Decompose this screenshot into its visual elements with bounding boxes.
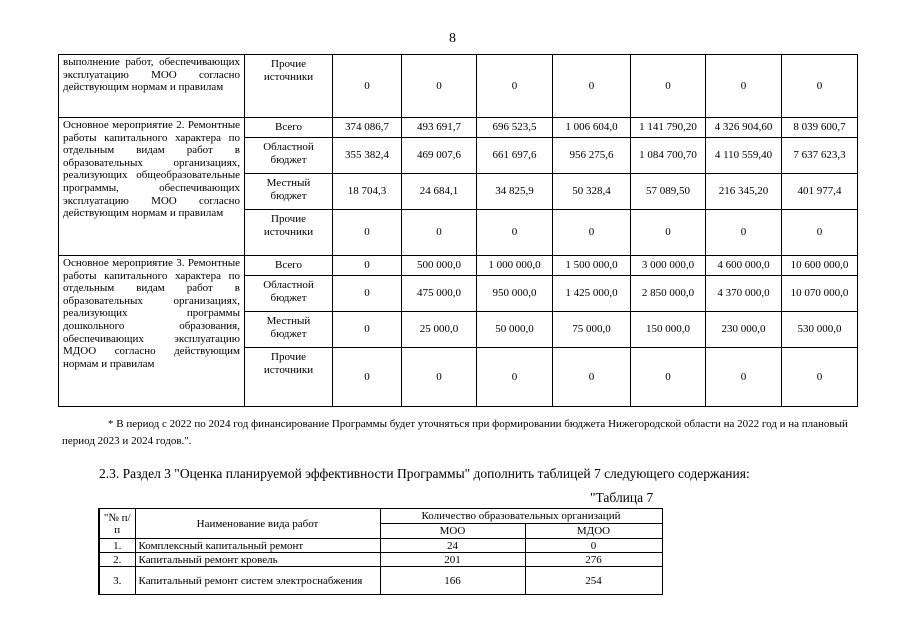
footnote: * В период с 2022 по 2024 год финансирование Программы будет уточняться при формировании бюджета Нижегородской области на 2022 год и на плановый период 2023 и 2024 годов.". [62, 418, 848, 447]
value-cell: 0 [477, 348, 553, 407]
value-cell: 10 070 000,0 [782, 276, 858, 312]
value-cell: 2 850 000,0 [631, 276, 706, 312]
funding-source-cell: Прочие источники [245, 210, 333, 256]
header-work-type: Наименование вида работ [135, 509, 380, 539]
value-cell: 0 [333, 312, 402, 348]
value-cell: 0 [553, 210, 631, 256]
value-cell: 25 000,0 [402, 312, 477, 348]
value-cell: 0 [706, 348, 782, 407]
value-cell: 1 141 790,20 [631, 118, 706, 138]
value-cell: 661 697,6 [477, 138, 553, 174]
row-mdoo-count: 276 [525, 553, 662, 567]
value-cell: 7 637 623,3 [782, 138, 858, 174]
value-cell: 50 000,0 [477, 312, 553, 348]
funding-source-cell: Областной бюджет [245, 276, 333, 312]
row-moo-count: 201 [380, 553, 525, 567]
value-cell: 401 977,4 [782, 174, 858, 210]
value-cell: 0 [553, 348, 631, 407]
value-cell: 0 [631, 348, 706, 407]
section-paragraph: 2.3. Раздел 3 "Оценка планируемой эффективности Программы" дополнить таблицей 7 следующего содержания: [99, 466, 750, 481]
header-org-count: Количество образовательных организаций [380, 509, 662, 524]
value-cell: 4 326 904,60 [706, 118, 782, 138]
row-work-type: Комплексный капитальный ремонт [135, 539, 380, 553]
value-cell: 0 [333, 55, 402, 118]
value-cell: 0 [782, 210, 858, 256]
value-cell: 4 600 000,0 [706, 256, 782, 276]
row-moo-count: 166 [380, 567, 525, 595]
value-cell: 0 [553, 55, 631, 118]
value-cell: 0 [706, 210, 782, 256]
value-cell: 1 000 000,0 [477, 256, 553, 276]
value-cell: 0 [402, 348, 477, 407]
table-row [99, 539, 662, 553]
value-cell: 530 000,0 [782, 312, 858, 348]
value-cell: 0 [477, 55, 553, 118]
value-cell: 34 825,9 [477, 174, 553, 210]
value-cell: 0 [333, 210, 402, 256]
value-cell: 216 345,20 [706, 174, 782, 210]
value-cell: 3 000 000,0 [631, 256, 706, 276]
value-cell: 0 [782, 348, 858, 407]
table-row [99, 567, 662, 595]
row-moo-count: 24 [380, 539, 525, 553]
table-row [99, 553, 662, 567]
funding-source-cell: Прочие источники [245, 55, 333, 118]
value-cell: 0 [477, 210, 553, 256]
funding-source-cell: Всего [245, 118, 333, 138]
activity-3-description: Основное мероприятие 3. Ремонтные работы капитального характера по отдельным видам работ в образовательных организациях, реализующих программы дошкольного образования, обеспечивающих эксплуатацию МДОО согласно действующим нормам и правилам [59, 256, 245, 407]
table-header-row [99, 509, 662, 524]
row-mdoo-count: 0 [525, 539, 662, 553]
value-cell: 1 500 000,0 [553, 256, 631, 276]
activity-1-description-continued: выполнение работ, обеспечивающих эксплуатацию МОО согласно действующим нормам и правилам [59, 55, 245, 118]
value-cell: 696 523,5 [477, 118, 553, 138]
value-cell: 75 000,0 [553, 312, 631, 348]
value-cell: 150 000,0 [631, 312, 706, 348]
activity-2-description: Основное мероприятие 2. Ремонтные работы капитального характера по отдельным видам работ в образовательных организациях, реализующих общеобразовательные программы, обеспечивающих эксплуатацию МОО согласно действующим нормам и правилам [59, 118, 245, 256]
value-cell: 956 275,6 [553, 138, 631, 174]
funding-source-cell: Прочие источники [245, 348, 333, 407]
value-cell: 0 [782, 55, 858, 118]
value-cell: 500 000,0 [402, 256, 477, 276]
row-number: 3. [99, 567, 135, 595]
value-cell: 0 [706, 55, 782, 118]
table-row [59, 118, 858, 138]
value-cell: 0 [631, 55, 706, 118]
value-cell: 355 382,4 [333, 138, 402, 174]
value-cell: 4 370 000,0 [706, 276, 782, 312]
row-work-type: Капитальный ремонт систем электроснабжения [135, 567, 380, 595]
funding-source-cell: Областной бюджет [245, 138, 333, 174]
funding-source-cell: Местный бюджет [245, 312, 333, 348]
financing-table [58, 54, 858, 407]
value-cell: 0 [402, 55, 477, 118]
value-cell: 18 704,3 [333, 174, 402, 210]
header-moo: МОО [380, 524, 525, 539]
row-number: 1. [99, 539, 135, 553]
table-row [59, 256, 858, 276]
funding-source-cell: Всего [245, 256, 333, 276]
value-cell: 475 000,0 [402, 276, 477, 312]
value-cell: 50 328,4 [553, 174, 631, 210]
value-cell: 1 425 000,0 [553, 276, 631, 312]
value-cell: 57 089,50 [631, 174, 706, 210]
value-cell: 10 600 000,0 [782, 256, 858, 276]
header-number: "№ п/п [99, 509, 135, 539]
value-cell: 374 086,7 [333, 118, 402, 138]
row-work-type: Капитальный ремонт кровель [135, 553, 380, 567]
value-cell: 230 000,0 [706, 312, 782, 348]
value-cell: 0 [333, 276, 402, 312]
row-mdoo-count: 254 [525, 567, 662, 595]
value-cell: 24 684,1 [402, 174, 477, 210]
value-cell: 0 [402, 210, 477, 256]
value-cell: 1 006 604,0 [553, 118, 631, 138]
value-cell: 1 084 700,70 [631, 138, 706, 174]
row-number: 2. [99, 553, 135, 567]
value-cell: 0 [631, 210, 706, 256]
value-cell: 4 110 559,40 [706, 138, 782, 174]
value-cell: 0 [333, 256, 402, 276]
header-mdoo: МДОО [525, 524, 662, 539]
table-7 [98, 508, 663, 595]
value-cell: 493 691,7 [402, 118, 477, 138]
value-cell: 0 [333, 348, 402, 407]
value-cell: 950 000,0 [477, 276, 553, 312]
funding-source-cell: Местный бюджет [245, 174, 333, 210]
value-cell: 469 007,6 [402, 138, 477, 174]
page-number: 8 [449, 31, 456, 46]
table-row [59, 55, 858, 118]
table-caption: "Таблица 7 [590, 490, 654, 505]
value-cell: 8 039 600,7 [782, 118, 858, 138]
